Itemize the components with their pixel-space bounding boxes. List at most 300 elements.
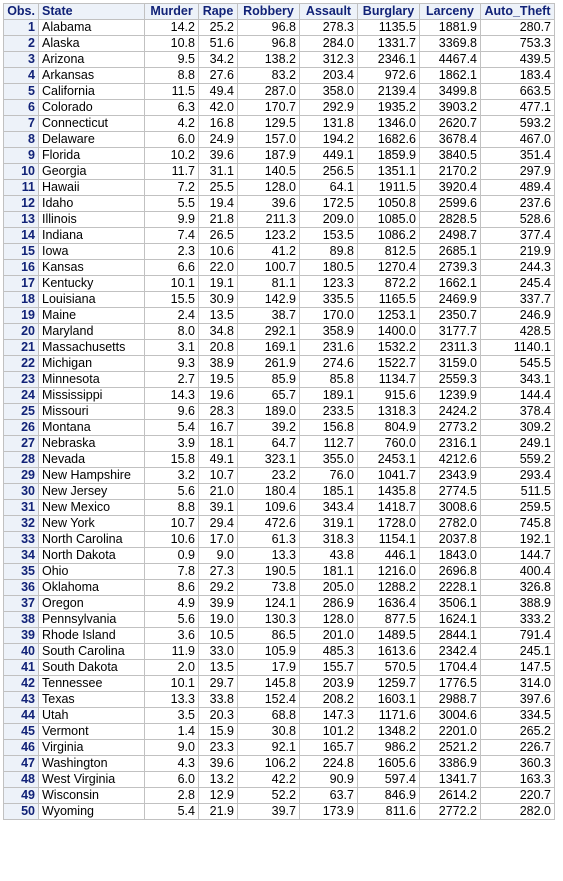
rape-value: 29.4 [199,516,238,532]
obs-number: 39 [4,628,39,644]
auto-theft-value: 220.7 [481,788,555,804]
larceny-value: 3506.1 [420,596,481,612]
larceny-value: 1843.0 [420,548,481,564]
burglary-value: 446.1 [358,548,420,564]
robbery-value: 105.9 [238,644,300,660]
larceny-value: 2772.2 [420,804,481,820]
burglary-value: 1728.0 [358,516,420,532]
state-name: Colorado [39,100,145,116]
obs-number: 13 [4,212,39,228]
state-name: Pennsylvania [39,612,145,628]
table-row [4,564,555,580]
column-header-robbery: Robbery [238,4,300,20]
robbery-value: 61.3 [238,532,300,548]
assault-value: 231.6 [300,340,358,356]
auto-theft-value: 477.1 [481,100,555,116]
rape-value: 19.6 [199,388,238,404]
state-name: Rhode Island [39,628,145,644]
auto-theft-value: 244.3 [481,260,555,276]
murder-value: 7.4 [145,228,199,244]
robbery-value: 39.7 [238,804,300,820]
murder-value: 6.6 [145,260,199,276]
rape-value: 33.8 [199,692,238,708]
murder-value: 2.0 [145,660,199,676]
burglary-value: 2346.1 [358,52,420,68]
assault-value: 170.0 [300,308,358,324]
murder-value: 4.3 [145,756,199,772]
table-row [4,84,555,100]
state-name: Idaho [39,196,145,212]
robbery-value: 323.1 [238,452,300,468]
obs-number: 34 [4,548,39,564]
larceny-value: 2342.4 [420,644,481,660]
auto-theft-value: 337.7 [481,292,555,308]
assault-value: 201.0 [300,628,358,644]
larceny-value: 2228.1 [420,580,481,596]
table-row [4,340,555,356]
state-name: Louisiana [39,292,145,308]
auto-theft-value: 334.5 [481,708,555,724]
table-row [4,756,555,772]
burglary-value: 1135.5 [358,20,420,36]
table-header [4,4,555,20]
state-name: Vermont [39,724,145,740]
rape-value: 15.9 [199,724,238,740]
rape-value: 12.9 [199,788,238,804]
larceny-value: 2614.2 [420,788,481,804]
larceny-value: 2316.1 [420,436,481,452]
auto-theft-value: 467.0 [481,132,555,148]
state-name: Alaska [39,36,145,52]
robbery-value: 152.4 [238,692,300,708]
table-row [4,516,555,532]
column-header-larceny: Larceny [420,4,481,20]
obs-number: 49 [4,788,39,804]
state-name: Hawaii [39,180,145,196]
auto-theft-value: 791.4 [481,628,555,644]
auto-theft-value: 559.2 [481,452,555,468]
robbery-value: 106.2 [238,756,300,772]
burglary-value: 1348.2 [358,724,420,740]
assault-value: 63.7 [300,788,358,804]
rape-value: 29.2 [199,580,238,596]
obs-number: 28 [4,452,39,468]
rape-value: 34.8 [199,324,238,340]
burglary-value: 877.5 [358,612,420,628]
robbery-value: 145.8 [238,676,300,692]
murder-value: 7.2 [145,180,199,196]
assault-value: 43.8 [300,548,358,564]
larceny-value: 3499.8 [420,84,481,100]
burglary-value: 1165.5 [358,292,420,308]
rape-value: 20.3 [199,708,238,724]
robbery-value: 287.0 [238,84,300,100]
column-header-obs: Obs. [4,4,39,20]
burglary-value: 1418.7 [358,500,420,516]
auto-theft-value: 428.5 [481,324,555,340]
obs-number: 8 [4,132,39,148]
assault-value: 335.5 [300,292,358,308]
table-row [4,260,555,276]
auto-theft-value: 439.5 [481,52,555,68]
murder-value: 9.0 [145,740,199,756]
obs-number: 47 [4,756,39,772]
obs-number: 1 [4,20,39,36]
burglary-value: 1911.5 [358,180,420,196]
larceny-value: 2739.3 [420,260,481,276]
assault-value: 172.5 [300,196,358,212]
obs-number: 40 [4,644,39,660]
auto-theft-value: 280.7 [481,20,555,36]
larceny-value: 1881.9 [420,20,481,36]
obs-number: 2 [4,36,39,52]
robbery-value: 64.7 [238,436,300,452]
assault-value: 85.8 [300,372,358,388]
larceny-value: 2599.6 [420,196,481,212]
table-row [4,212,555,228]
state-name: Connecticut [39,116,145,132]
obs-number: 7 [4,116,39,132]
murder-value: 2.3 [145,244,199,260]
burglary-value: 1613.6 [358,644,420,660]
assault-value: 89.8 [300,244,358,260]
table-row [4,580,555,596]
burglary-value: 1351.1 [358,164,420,180]
assault-value: 318.3 [300,532,358,548]
murder-value: 3.6 [145,628,199,644]
burglary-value: 1605.6 [358,756,420,772]
burglary-value: 1636.4 [358,596,420,612]
robbery-value: 86.5 [238,628,300,644]
robbery-value: 140.5 [238,164,300,180]
obs-number: 23 [4,372,39,388]
state-name: North Dakota [39,548,145,564]
burglary-value: 812.5 [358,244,420,260]
larceny-value: 2311.3 [420,340,481,356]
burglary-value: 2139.4 [358,84,420,100]
rape-value: 30.9 [199,292,238,308]
robbery-value: 261.9 [238,356,300,372]
table-row [4,164,555,180]
murder-value: 4.2 [145,116,199,132]
auto-theft-value: 245.4 [481,276,555,292]
rape-value: 49.4 [199,84,238,100]
larceny-value: 2498.7 [420,228,481,244]
table-row [4,452,555,468]
state-name: Washington [39,756,145,772]
rape-value: 28.3 [199,404,238,420]
robbery-value: 190.5 [238,564,300,580]
assault-value: 319.1 [300,516,358,532]
rape-value: 13.5 [199,660,238,676]
larceny-value: 2469.9 [420,292,481,308]
table-row [4,292,555,308]
obs-number: 18 [4,292,39,308]
table-row [4,388,555,404]
assault-value: 165.7 [300,740,358,756]
column-header-rape: Rape [199,4,238,20]
burglary-value: 872.2 [358,276,420,292]
state-name: Delaware [39,132,145,148]
burglary-value: 1134.7 [358,372,420,388]
table-row [4,404,555,420]
burglary-value: 811.6 [358,804,420,820]
robbery-value: 211.3 [238,212,300,228]
auto-theft-value: 343.1 [481,372,555,388]
auto-theft-value: 147.5 [481,660,555,676]
burglary-value: 1259.7 [358,676,420,692]
table-row [4,500,555,516]
auto-theft-value: 282.0 [481,804,555,820]
burglary-value: 1522.7 [358,356,420,372]
table-row [4,68,555,84]
rape-value: 20.8 [199,340,238,356]
burglary-value: 1270.4 [358,260,420,276]
table-row [4,548,555,564]
state-name: Maryland [39,324,145,340]
assault-value: 233.5 [300,404,358,420]
murder-value: 9.6 [145,404,199,420]
obs-number: 45 [4,724,39,740]
rape-value: 10.7 [199,468,238,484]
larceny-value: 2424.2 [420,404,481,420]
obs-number: 29 [4,468,39,484]
assault-value: 358.9 [300,324,358,340]
auto-theft-value: 246.9 [481,308,555,324]
table-row [4,36,555,52]
table-row [4,100,555,116]
rape-value: 25.2 [199,20,238,36]
burglary-value: 2453.1 [358,452,420,468]
state-name: Maine [39,308,145,324]
state-name: Indiana [39,228,145,244]
assault-value: 449.1 [300,148,358,164]
murder-value: 10.2 [145,148,199,164]
burglary-value: 1318.3 [358,404,420,420]
state-name: Wisconsin [39,788,145,804]
rape-value: 24.9 [199,132,238,148]
robbery-value: 83.2 [238,68,300,84]
rape-value: 51.6 [199,36,238,52]
robbery-value: 123.2 [238,228,300,244]
assault-value: 286.9 [300,596,358,612]
state-name: Minnesota [39,372,145,388]
murder-value: 10.1 [145,676,199,692]
table-row [4,468,555,484]
table-row [4,324,555,340]
larceny-value: 3386.9 [420,756,481,772]
burglary-value: 1050.8 [358,196,420,212]
larceny-value: 2828.5 [420,212,481,228]
robbery-value: 109.6 [238,500,300,516]
burglary-value: 1253.1 [358,308,420,324]
assault-value: 181.1 [300,564,358,580]
auto-theft-value: 663.5 [481,84,555,100]
assault-value: 185.1 [300,484,358,500]
auto-theft-value: 388.9 [481,596,555,612]
murder-value: 9.3 [145,356,199,372]
robbery-value: 157.0 [238,132,300,148]
larceny-value: 3177.7 [420,324,481,340]
murder-value: 14.2 [145,20,199,36]
murder-value: 14.3 [145,388,199,404]
robbery-value: 85.9 [238,372,300,388]
obs-number: 17 [4,276,39,292]
table-row [4,612,555,628]
auto-theft-value: 144.7 [481,548,555,564]
assault-value: 256.5 [300,164,358,180]
obs-number: 27 [4,436,39,452]
robbery-value: 96.8 [238,20,300,36]
assault-value: 112.7 [300,436,358,452]
assault-value: 64.1 [300,180,358,196]
murder-value: 5.5 [145,196,199,212]
obs-number: 6 [4,100,39,116]
larceny-value: 1704.4 [420,660,481,676]
auto-theft-value: 219.9 [481,244,555,260]
burglary-value: 1171.6 [358,708,420,724]
assault-value: 208.2 [300,692,358,708]
assault-value: 153.5 [300,228,358,244]
rape-value: 33.0 [199,644,238,660]
table-row [4,116,555,132]
state-name: West Virginia [39,772,145,788]
robbery-value: 17.9 [238,660,300,676]
larceny-value: 1341.7 [420,772,481,788]
obs-number: 44 [4,708,39,724]
obs-number: 15 [4,244,39,260]
table-row [4,660,555,676]
rape-value: 19.0 [199,612,238,628]
murder-value: 2.7 [145,372,199,388]
auto-theft-value: 745.8 [481,516,555,532]
rape-value: 26.5 [199,228,238,244]
auto-theft-value: 511.5 [481,484,555,500]
robbery-value: 81.1 [238,276,300,292]
larceny-value: 2037.8 [420,532,481,548]
state-name: Michigan [39,356,145,372]
table-row [4,596,555,612]
auto-theft-value: 753.3 [481,36,555,52]
robbery-value: 130.3 [238,612,300,628]
obs-number: 43 [4,692,39,708]
robbery-value: 30.8 [238,724,300,740]
table-row [4,244,555,260]
robbery-value: 73.8 [238,580,300,596]
auto-theft-value: 326.8 [481,580,555,596]
burglary-value: 846.9 [358,788,420,804]
state-name: South Carolina [39,644,145,660]
state-name: South Dakota [39,660,145,676]
larceny-value: 3903.2 [420,100,481,116]
rape-value: 27.6 [199,68,238,84]
larceny-value: 3678.4 [420,132,481,148]
table-row [4,52,555,68]
rape-value: 39.6 [199,148,238,164]
rape-value: 42.0 [199,100,238,116]
auto-theft-value: 1140.1 [481,340,555,356]
obs-number: 16 [4,260,39,276]
burglary-value: 1435.8 [358,484,420,500]
larceny-value: 3159.0 [420,356,481,372]
assault-value: 485.3 [300,644,358,660]
auto-theft-value: 545.5 [481,356,555,372]
state-name: Wyoming [39,804,145,820]
larceny-value: 2685.1 [420,244,481,260]
obs-number: 42 [4,676,39,692]
rape-value: 19.1 [199,276,238,292]
state-name: California [39,84,145,100]
table-row [4,132,555,148]
assault-value: 180.5 [300,260,358,276]
assault-value: 224.8 [300,756,358,772]
rape-value: 10.6 [199,244,238,260]
assault-value: 358.0 [300,84,358,100]
auto-theft-value: 163.3 [481,772,555,788]
murder-value: 10.8 [145,36,199,52]
auto-theft-value: 245.1 [481,644,555,660]
state-name: Texas [39,692,145,708]
burglary-value: 1859.9 [358,148,420,164]
larceny-value: 3004.6 [420,708,481,724]
obs-number: 36 [4,580,39,596]
table-row [4,148,555,164]
state-name: Nevada [39,452,145,468]
obs-number: 33 [4,532,39,548]
obs-number: 3 [4,52,39,68]
table-row [4,628,555,644]
table-row [4,420,555,436]
table-row [4,308,555,324]
larceny-value: 1624.1 [420,612,481,628]
murder-value: 3.2 [145,468,199,484]
larceny-value: 2170.2 [420,164,481,180]
state-name: Nebraska [39,436,145,452]
obs-number: 37 [4,596,39,612]
murder-value: 2.8 [145,788,199,804]
murder-value: 15.5 [145,292,199,308]
murder-value: 11.5 [145,84,199,100]
auto-theft-value: 192.1 [481,532,555,548]
table-row [4,196,555,212]
murder-value: 7.8 [145,564,199,580]
rape-value: 21.9 [199,804,238,820]
table-row [4,740,555,756]
state-name: Alabama [39,20,145,36]
obs-number: 50 [4,804,39,820]
assault-value: 209.0 [300,212,358,228]
state-name: Ohio [39,564,145,580]
murder-value: 3.5 [145,708,199,724]
auto-theft-value: 593.2 [481,116,555,132]
burglary-value: 972.6 [358,68,420,84]
obs-number: 31 [4,500,39,516]
murder-value: 9.5 [145,52,199,68]
burglary-value: 1935.2 [358,100,420,116]
larceny-value: 2844.1 [420,628,481,644]
obs-number: 19 [4,308,39,324]
larceny-value: 4467.4 [420,52,481,68]
state-name: Illinois [39,212,145,228]
burglary-value: 1086.2 [358,228,420,244]
larceny-value: 2696.8 [420,564,481,580]
obs-number: 26 [4,420,39,436]
header-row [4,4,555,20]
burglary-value: 1489.5 [358,628,420,644]
robbery-value: 292.1 [238,324,300,340]
burglary-value: 804.9 [358,420,420,436]
murder-value: 11.7 [145,164,199,180]
